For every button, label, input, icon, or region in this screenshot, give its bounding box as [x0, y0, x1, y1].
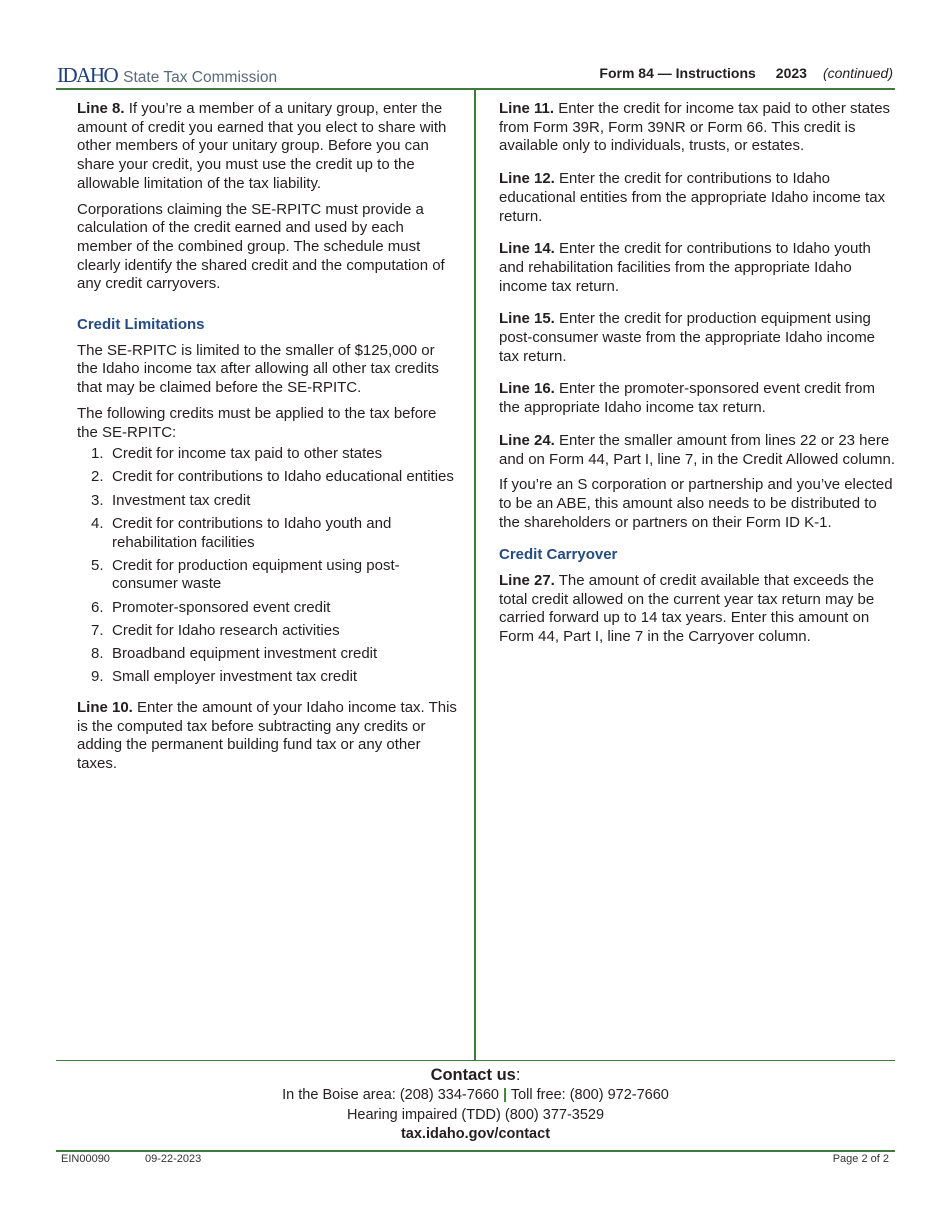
- line-label: Line 10.: [77, 698, 133, 716]
- line-label: Line 27.: [499, 572, 555, 590]
- form-title: [599, 65, 893, 81]
- line-16-paragraph: Line 16. Enter the promoter-sponsored event credit from the appropriate Idaho income tax return.: [499, 380, 876, 417]
- page-header: [57, 60, 893, 88]
- s-corporation-paragraph: If you’re an S corporation or partnership and you’ve elected to be an ABE, this amount also needs to be distributed to the shareholders or partners on their Form ID K-1.: [499, 476, 893, 531]
- credit-limitations-heading: Credit Limitations: [77, 316, 205, 334]
- line-12-paragraph: Line 12. Enter the credit for contributions to Idaho educational entities from the appropriate Idaho income tax return.: [499, 170, 886, 225]
- line-24-paragraph: Line 24. Enter the smaller amount from lines 22 or 23 here and on Form 44, Part I, line 7, in the Credit Allowed column.: [499, 431, 896, 468]
- list-item: 9. Small employer investment tax credit: [91, 668, 358, 686]
- corporations-paragraph: Corporations claiming the SE-RPITC must provide a calculation of the credit earned and used by each member of the combined group. The schedule must clearly identify the shared credit and the computation of any credit carryovers.: [77, 200, 445, 293]
- boise-phone: In the Boise area: (208) 334-7660: [282, 1087, 499, 1103]
- line-label: Line 24.: [499, 431, 555, 449]
- tdd-phone: Hearing impaired (TDD) (800) 377-3529: [346, 1106, 605, 1123]
- line-27-paragraph: Line 27. The amount of credit available that exceeds the total credit allowed on the current year tax return may be carried forward up to 14 tax years. Enter this amount on Form 44, Part I, line 7 in the Carryover column.: [499, 572, 875, 646]
- line-label: Line 14.: [499, 240, 555, 258]
- line-14-paragraph: Line 14. Enter the credit for contributions to Idaho youth and rehabilitation facilities from the appropriate Idaho income tax return.: [499, 240, 871, 295]
- list-item: 2. Credit for contributions to Idaho educational entities: [91, 468, 454, 486]
- line-label: Line 8.: [77, 100, 125, 117]
- list-item: 7. Credit for Idaho research activities: [91, 621, 340, 639]
- line-label: Line 12.: [499, 170, 555, 188]
- list-item: 8. Broadband equipment investment credit: [91, 645, 378, 663]
- line-10-paragraph: Line 10. Enter the amount of your Idaho income tax. This is the computed tax before subtracting any credits or adding the permanent building fund tax or any other taxes.: [77, 698, 457, 773]
- contact-heading: Contact us:: [430, 1066, 521, 1084]
- line-8-paragraph: Line 8. If you’re a member of a unitary group, enter the amount of credit you earned that you elect to share with other members of your unitary group. Before you can share your credit, you must use the credit up to the allowable limitation of the tax liability.: [77, 100, 447, 192]
- contact-phones: [56, 1086, 895, 1106]
- following-credits-paragraph: The following credits must be applied to the tax before the SE-RPITC:: [77, 404, 437, 441]
- list-item: 6. Promoter-sponsored event credit: [91, 598, 331, 616]
- idaho-logo: [57, 63, 277, 88]
- page-number: Page 2 of 2: [832, 1153, 889, 1165]
- line-15-paragraph: Line 15. Enter the credit for production equipment using post-consumer waste from the appropriate Idaho income tax return.: [499, 310, 876, 365]
- line-label: Line 16.: [499, 380, 555, 398]
- credit-carryover-heading: Credit Carryover: [499, 546, 618, 564]
- list-item: 5. Credit for production equipment using post-consumer waste: [91, 556, 400, 593]
- limitations-paragraph: The SE-RPITC is limited to the smaller of $125,000 or the Idaho income tax after allowing all other tax credits that may be claimed before the SE-RPITC.: [77, 341, 439, 397]
- form-name: Form 84 — Instructions: [599, 65, 756, 81]
- separator: |: [503, 1087, 508, 1103]
- line-label: Line 15.: [499, 310, 555, 328]
- logo-wordmark: IDAHO: [57, 63, 118, 87]
- list-item: 1. Credit for income tax paid to other states: [91, 445, 383, 463]
- list-item: 4. Credit for contributions to Idaho youth and rehabilitation facilities: [91, 514, 392, 551]
- right-column: [499, 100, 896, 654]
- footer-rule: [56, 1150, 895, 1152]
- list-item: 3. Investment tax credit: [91, 491, 251, 509]
- tollfree-phone: Toll free: (800) 972-7660: [510, 1087, 669, 1103]
- content-bottom-rule: [56, 1060, 895, 1061]
- line-label: Line 11.: [499, 100, 555, 117]
- revision-date: 09-22-2023: [145, 1153, 202, 1165]
- form-year: 2023: [775, 65, 807, 81]
- logo-agency-name: State Tax Commission: [123, 69, 278, 86]
- left-column: [77, 100, 457, 781]
- line-11-paragraph: Line 11. Enter the credit for income tax paid to other states from Form 39R, Form 39NR or Form 66. This credit is available only to individuals, trusts, or estates.: [499, 100, 891, 155]
- ein-number: EIN00090: [61, 1153, 110, 1165]
- contact-url-link[interactable]: tax.idaho.gov/contact: [400, 1126, 551, 1142]
- credits-list: [77, 445, 457, 687]
- contact-block: [56, 1064, 895, 1145]
- column-divider: [474, 90, 476, 1060]
- continued-note: (continued): [822, 65, 893, 81]
